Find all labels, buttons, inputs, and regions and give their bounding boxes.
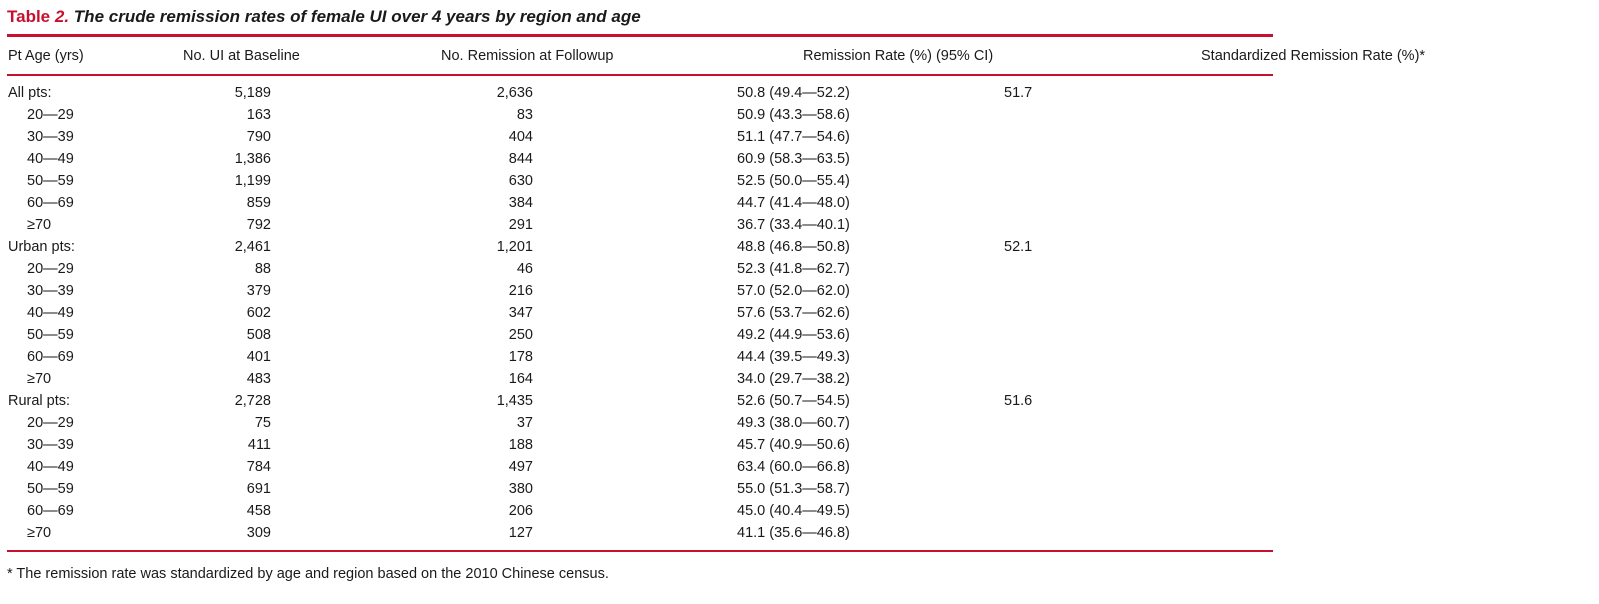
cell-baseline: 691	[246, 481, 271, 497]
cell-standardized: 51.7	[1004, 85, 1033, 101]
cell-baseline: 163	[246, 107, 271, 123]
cell-standardized	[875, 456, 1273, 478]
table-row	[7, 148, 1273, 170]
cell-age: 30—39	[27, 437, 74, 453]
cell-age: 40—49	[27, 459, 74, 475]
cell-rate: 51.1 (47.7—54.6)	[737, 129, 850, 145]
cell-remission: 178	[508, 349, 533, 365]
remission-table-body	[7, 76, 1273, 544]
cell-remission: 2,636	[496, 85, 533, 101]
caption-text: The crude remission rates of female UI over 4 years by region and age	[73, 7, 641, 26]
bottom-rule	[7, 550, 1273, 552]
cell-baseline: 790	[246, 129, 271, 145]
cell-age: 20—29	[27, 261, 74, 277]
cell-age: 50—59	[27, 327, 74, 343]
table-row	[7, 346, 1273, 368]
cell-age: 30—39	[27, 129, 74, 145]
cell-standardized	[875, 434, 1273, 456]
cell-rate: 52.3 (41.8—62.7)	[737, 261, 850, 277]
cell-remission: 188	[508, 437, 533, 453]
cell-standardized	[875, 346, 1273, 368]
cell-standardized: 52.1	[1004, 239, 1033, 255]
cell-baseline: 379	[246, 283, 271, 299]
cell-rate: 55.0 (51.3—58.7)	[737, 481, 850, 497]
header-rate: Remission Rate (%) (95% CI)	[803, 47, 994, 64]
table-row	[7, 302, 1273, 324]
table-row	[7, 280, 1273, 302]
cell-age: ≥70	[27, 371, 52, 387]
cell-baseline: 483	[246, 371, 271, 387]
table-row	[7, 126, 1273, 148]
cell-baseline: 784	[246, 459, 271, 475]
cell-age: 40—49	[27, 305, 74, 321]
cell-remission: 164	[508, 371, 533, 387]
cell-standardized	[875, 478, 1273, 500]
cell-rate: 48.8 (46.8—50.8)	[737, 239, 850, 255]
cell-age: 40—49	[27, 151, 74, 167]
cell-baseline: 5,189	[234, 85, 271, 101]
cell-baseline: 1,199	[234, 173, 271, 189]
cell-standardized	[875, 368, 1273, 390]
cell-standardized	[875, 324, 1273, 346]
cell-rate: 45.7 (40.9—50.6)	[737, 437, 850, 453]
cell-baseline: 88	[254, 261, 271, 277]
cell-baseline: 1,386	[234, 151, 271, 167]
cell-age: 30—39	[27, 283, 74, 299]
cell-rate: 50.9 (43.3—58.6)	[737, 107, 850, 123]
cell-standardized	[875, 148, 1273, 170]
table-header	[7, 37, 1599, 74]
cell-remission: 347	[508, 305, 533, 321]
cell-rate: 49.2 (44.9—53.6)	[737, 327, 850, 343]
cell-age: All pts:	[8, 85, 52, 101]
header-remission: No. Remission at Followup	[441, 47, 614, 64]
cell-age: 50—59	[27, 481, 74, 497]
table-row	[7, 434, 1273, 456]
cell-baseline: 411	[247, 437, 271, 453]
cell-rate: 44.7 (41.4—48.0)	[737, 195, 850, 211]
cell-remission: 844	[508, 151, 533, 167]
cell-rate: 45.0 (40.4—49.5)	[737, 503, 850, 519]
cell-baseline: 401	[246, 349, 271, 365]
table-row	[7, 412, 1273, 434]
table-row	[7, 192, 1273, 214]
cell-standardized	[875, 258, 1273, 280]
table-footnote: * The remission rate was standardized by age and region based on the 2010 Chinese census.	[7, 566, 609, 582]
cell-rate: 52.5 (50.0—55.4)	[737, 173, 850, 189]
cell-standardized	[875, 170, 1273, 192]
cell-age: 50—59	[27, 173, 74, 189]
table-row	[7, 170, 1273, 192]
header-age: Pt Age (yrs)	[8, 47, 84, 64]
table-row	[7, 522, 1273, 544]
cell-standardized	[875, 500, 1273, 522]
cell-remission: 404	[508, 129, 533, 145]
cell-remission: 384	[508, 195, 533, 211]
cell-remission: 83	[516, 107, 533, 123]
cell-rate: 44.4 (39.5—49.3)	[737, 349, 850, 365]
table-group-row	[7, 236, 1273, 258]
cell-rate: 36.7 (33.4—40.1)	[737, 217, 850, 233]
cell-rate: 41.1 (35.6—46.8)	[737, 525, 850, 541]
caption-number: 2.	[54, 7, 70, 26]
cell-age: 60—69	[27, 195, 74, 211]
cell-standardized	[875, 280, 1273, 302]
cell-remission: 291	[508, 217, 533, 233]
table-group-row	[7, 82, 1273, 104]
cell-baseline: 508	[246, 327, 271, 343]
cell-rate: 57.0 (52.0—62.0)	[737, 283, 850, 299]
cell-baseline: 792	[246, 217, 271, 233]
cell-baseline: 602	[246, 305, 271, 321]
cell-age: ≥70	[27, 217, 52, 233]
table-row	[7, 258, 1273, 280]
header-row	[7, 37, 1599, 74]
header-baseline: No. UI at Baseline	[183, 47, 300, 64]
header-standardized: Standardized Remission Rate (%)*	[1201, 47, 1426, 64]
cell-rate: 34.0 (29.7—38.2)	[737, 371, 850, 387]
cell-standardized	[875, 214, 1273, 236]
cell-remission: 250	[508, 327, 533, 343]
table-row	[7, 324, 1273, 346]
cell-age: 20—29	[27, 107, 74, 123]
cell-rate: 60.9 (58.3—63.5)	[737, 151, 850, 167]
caption-label: Table	[7, 7, 51, 26]
cell-rate: 57.6 (53.7—62.6)	[737, 305, 850, 321]
cell-age: 20—29	[27, 415, 74, 431]
cell-remission: 37	[516, 415, 533, 431]
table-row	[7, 500, 1273, 522]
remission-table	[7, 37, 1599, 74]
table-figure	[7, 0, 1426, 582]
cell-standardized	[875, 302, 1273, 324]
cell-age: ≥70	[27, 525, 52, 541]
cell-standardized: 51.6	[1004, 393, 1033, 409]
cell-age: 60—69	[27, 349, 74, 365]
cell-rate: 52.6 (50.7—54.5)	[737, 393, 850, 409]
cell-baseline: 309	[246, 525, 271, 541]
cell-age: Rural pts:	[8, 393, 71, 409]
cell-age: Urban pts:	[8, 239, 75, 255]
cell-standardized	[875, 126, 1273, 148]
cell-baseline: 458	[246, 503, 271, 519]
cell-rate: 63.4 (60.0—66.8)	[737, 459, 850, 475]
table-row	[7, 478, 1273, 500]
cell-remission: 497	[508, 459, 533, 475]
table-body	[7, 76, 1273, 544]
cell-remission: 380	[508, 481, 533, 497]
cell-standardized	[875, 104, 1273, 126]
cell-standardized	[875, 192, 1273, 214]
cell-remission: 1,435	[496, 393, 533, 409]
cell-remission: 630	[508, 173, 533, 189]
cell-standardized	[875, 412, 1273, 434]
cell-baseline: 2,728	[234, 393, 271, 409]
table-row	[7, 214, 1273, 236]
cell-standardized	[875, 522, 1273, 544]
cell-rate: 50.8 (49.4—52.2)	[737, 85, 850, 101]
table-group-row	[7, 390, 1273, 412]
cell-remission: 1,201	[496, 239, 533, 255]
cell-baseline: 75	[254, 415, 271, 431]
cell-baseline: 2,461	[234, 239, 271, 255]
cell-remission: 46	[516, 261, 533, 277]
table-row	[7, 456, 1273, 478]
cell-age: 60—69	[27, 503, 74, 519]
cell-rate: 49.3 (38.0—60.7)	[737, 415, 850, 431]
table-caption	[7, 0, 1273, 34]
table-row	[7, 368, 1273, 390]
table-row	[7, 104, 1273, 126]
cell-baseline: 859	[246, 195, 271, 211]
cell-remission: 216	[508, 283, 533, 299]
cell-remission: 127	[508, 525, 533, 541]
cell-remission: 206	[508, 503, 533, 519]
